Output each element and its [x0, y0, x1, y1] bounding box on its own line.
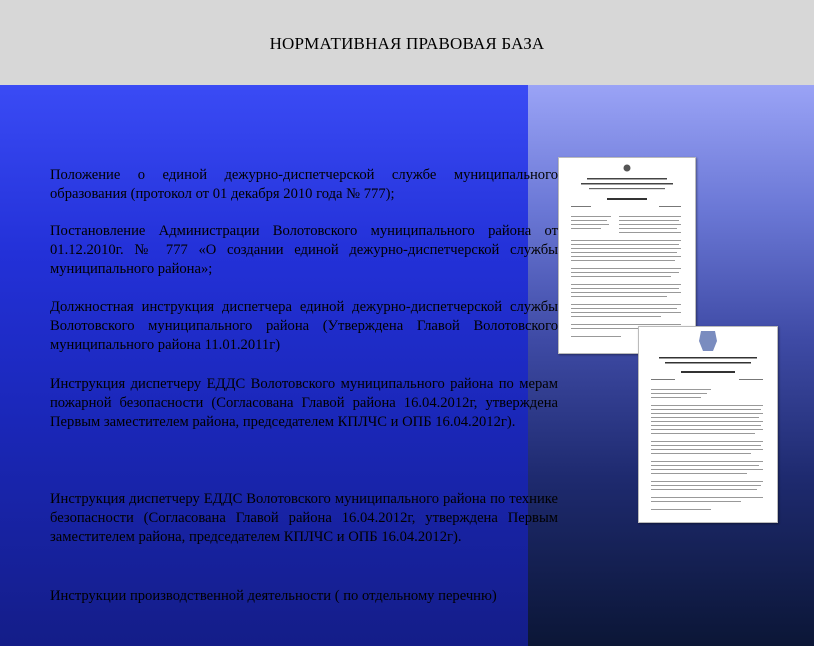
slide-header [0, 0, 814, 85]
slide-title: НОРМАТИВНАЯ ПРАВОВАЯ БАЗА [269, 34, 545, 53]
paragraph-resolution [8, 222, 558, 279]
paragraph-text: Постановление Администрации Волотовского муниципального района от 01.12.2010г. № 777 «О создании единой дежурно-диспетчерской службы муниципального района»; [50, 223, 558, 277]
paragraph-production [8, 587, 558, 606]
paragraph-text: Инструкции производственной деятельности ( по отдельному перечню) [50, 588, 497, 604]
document-image-resolution [558, 157, 696, 354]
document-image-instruction [638, 326, 778, 523]
paragraph-fire-safety [8, 375, 558, 432]
document-scan-icon [559, 158, 695, 353]
paragraph-safety-technique [8, 490, 558, 547]
paragraph-regulation [8, 166, 558, 204]
paragraph-text: Положение о единой дежурно-диспетчерской службе муниципального образования (протокол от 01 декабря 2010 года № 777); [50, 167, 558, 202]
paragraph-text: Должностная инструкция диспетчера единой дежурно-диспетчерской службы Волотовского муниципального района (Утверждена Главой Волотовского муниципального района 11.01.2011г) [50, 299, 558, 353]
paragraph-text: Инструкция диспетчеру ЕДДС Волотовского муниципального района по технике безопасности (Согласована Главой района 16.04.2012г, утверждена Первым заместителем района, председателем КПЛЧС и ОПБ 16.04.2012г). [50, 491, 558, 545]
document-scan-icon [639, 327, 777, 522]
paragraph-text: Инструкция диспетчеру ЕДДС Волотовского муниципального района по мерам пожарной безопасности (Согласована Главой района 16.04.2012г, утверждена Первым заместителем района, председателем КПЛЧС и ОПБ 16.04.2012г). [50, 376, 558, 430]
paragraph-job-instruction [8, 298, 558, 355]
